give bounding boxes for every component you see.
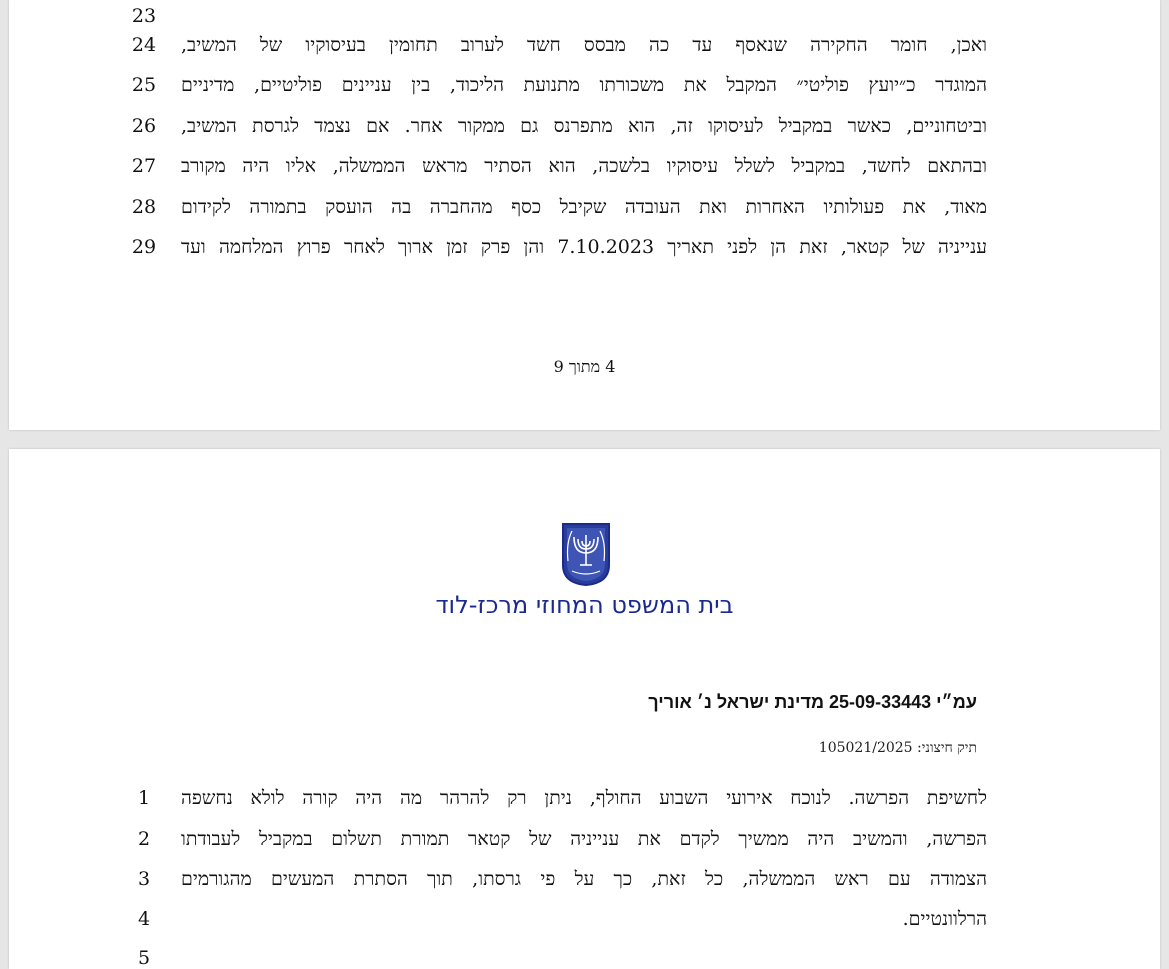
- text-line: ואכן, חומר החקירה שנאסף עד כה מבסס חשד לערוב תחומין בעיסוקיו של המשיב,: [181, 34, 987, 56]
- text-line: ענייניה של קטאר, זאת הן לפני תאריך 7.10.2023 והן פרק זמן ארוך לאחר פרוץ המלחמה ועד: [181, 236, 988, 258]
- line-number: 27: [131, 155, 157, 177]
- line-number: 3: [137, 868, 151, 890]
- line-number: 5: [137, 947, 151, 969]
- court-name: בית המשפט המחוזי מרכז-לוד: [435, 591, 734, 619]
- text-line: ובהתאם לחשד, במקביל לשלל עיסוקיו בלשכה, הוא הסתיר מראש הממשלה, אליו היה מקורב: [181, 155, 987, 177]
- document-page-4: [9, 0, 1160, 430]
- text-line: לחשיפת הפרשה. לנוכח אירועי השבוע החולף, ניתן רק להרהר מה היה קורה לולא נחשפה: [181, 787, 987, 809]
- line-number: 28: [131, 196, 157, 218]
- state-emblem-icon: [560, 521, 612, 587]
- external-file-number: תיק חיצוני: 105021/2025: [818, 740, 977, 756]
- text-line: המוגדר כ״יועץ פוליטי״ המקבל את משכורתו מתנועת הליכוד, בין עניינים פוליטיים, מדיניים: [181, 74, 987, 96]
- line-number: 25: [131, 74, 157, 96]
- text-line: הרלוונטיים.: [902, 908, 987, 930]
- document-page-5: [9, 449, 1160, 969]
- line-number: 1: [137, 787, 151, 809]
- line-number: 26: [131, 115, 157, 137]
- line-number: 2: [137, 828, 151, 850]
- text-line: הפרשה, והמשיב היה ממשיך לקדם את ענייניה של קטאר תמורת תשלום במקביל לעבודתו: [181, 828, 987, 850]
- text-line: וביטחוניים, כאשר במקביל לעיסוקו זה, הוא מתפרנס גם ממקור אחר. אם נצמד לגרסת המשיב,: [181, 115, 987, 137]
- line-number: 24: [131, 34, 157, 56]
- line-number: 4: [137, 908, 151, 930]
- text-line: מאוד, את פעולותיו האחרות ואת העובדה שקיבל כסף מהחברה בה הועסק בתמורה לקידום: [181, 196, 987, 218]
- text-line: הצמודה עם ראש הממשלה, כל זאת, כך על פי גרסתו, תוך הסתרת המעשים מהגורמים: [181, 868, 987, 890]
- line-number: 23: [131, 5, 157, 27]
- case-header: עמ״י 25-09-33443 מדינת ישראל נ׳ אוריך: [648, 692, 977, 712]
- page-number: 4 מתוך 9: [553, 357, 616, 376]
- line-number: 29: [131, 236, 157, 258]
